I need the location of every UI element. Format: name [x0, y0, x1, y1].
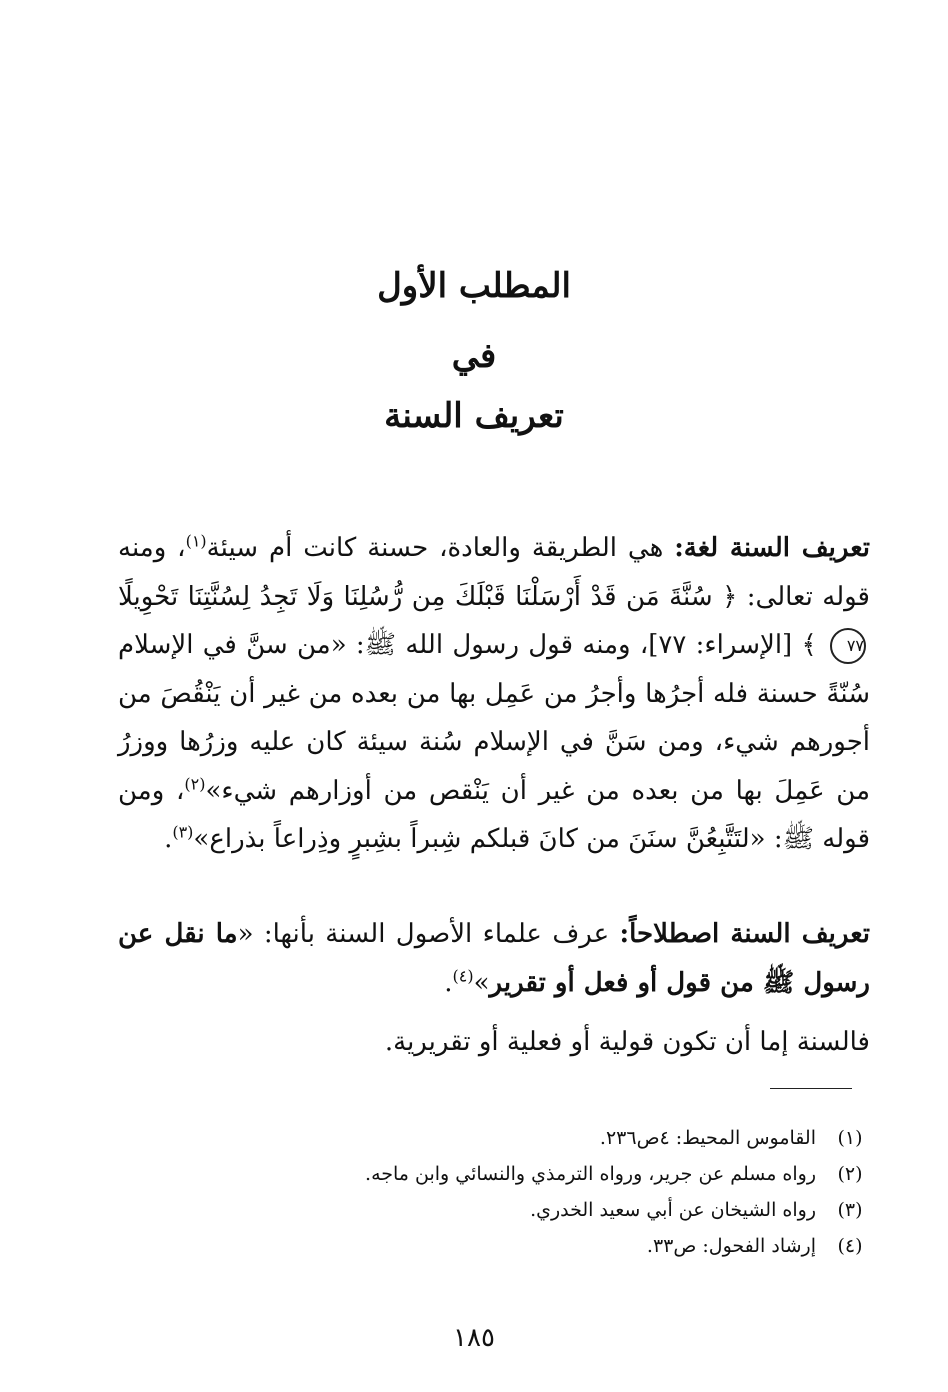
- definition-quote: ما نقل عن رسول ﷺ من قول أو فعل أو تقرير: [118, 919, 870, 998]
- paragraph-linguistic-definition: [118, 524, 870, 864]
- footnote-ref-3: (٣): [172, 822, 194, 842]
- footnote-item: [118, 1192, 870, 1228]
- term-linguistic: تعريف السنة لغة:: [674, 533, 870, 563]
- paragraph2-text3: .: [444, 967, 453, 998]
- footnote-number: (٤): [837, 1235, 863, 1257]
- footnote-item: [118, 1156, 870, 1192]
- footnote-text: رواه الشيخان عن أبي سعيد الخدري.: [530, 1199, 816, 1221]
- term-technical: تعريف السنة اصطلاحاً:: [619, 919, 870, 949]
- footnote-ref-2: (٢): [184, 773, 206, 793]
- chapter-heading-line1: المطلب الأول: [377, 266, 571, 306]
- page-number: ١٨٥: [453, 1323, 495, 1353]
- paragraph2-text2: »: [473, 967, 490, 998]
- paragraph1-text1: هي الطريقة والعادة، حسنة كانت أم سيئة: [206, 533, 675, 563]
- paragraph1-text4: ، ومن قوله ﷺ: «لتَتَّبِعُنَّ سنَنَ من كانَ قبلكم شِبراً بشِبرٍ وذِراعاً بذراع»: [118, 775, 870, 854]
- footnote-number: (٣): [837, 1199, 863, 1221]
- footnote-ref-1: (١): [185, 531, 207, 551]
- footnote-text: القاموس المحيط: ٤ص٢٣٦.: [599, 1127, 816, 1149]
- footnote-number: (٢): [837, 1163, 863, 1185]
- paragraph1-text3: [الإسراء: ٧٧]، ومنه قول رسول الله ﷺ: «من سنَّ في الإسلام سُنّةً حسنة فله أجرُها وأجرُ من عَمِل بها من بعده من غير أن يَنْقُصَ من أجورهم شيء، ومن سَنَّ في الإسلام سُنة سيئة كان عليه وزرُها ووزرُ من عَمِلَ بها من بعده من غير أن يَنْقص من أوزارهم شيء»: [118, 630, 871, 806]
- footnote-separator: [770, 1088, 852, 1089]
- footnote-ref-4: (٤): [452, 965, 474, 985]
- footnote-item: [118, 1228, 870, 1264]
- quran-verse: ﴿ سُنَّةَ مَن قَدْ أَرْسَلْنَا قَبْلَكَ مِن رُّسُلِنَا وَلَا تَجِدُ لِسُنَّتِنَا تَحْوِيلًا: [118, 581, 738, 612]
- quran-close-bracket: ﴾: [801, 630, 826, 660]
- chapter-heading-line2: في: [451, 336, 497, 376]
- footnote-text: إرشاد الفحول: ص٣٣.: [646, 1235, 816, 1257]
- footnote-text: رواه مسلم عن جرير، ورواه الترمذي والنسائي وابن ماجه.: [365, 1163, 816, 1185]
- footnote-item: [118, 1120, 870, 1156]
- ayah-number-marker: ٧٧: [830, 628, 866, 664]
- paragraph2-text1: عرف علماء الأصول السنة بأنها: «: [237, 919, 620, 949]
- footnotes-list: [118, 1120, 870, 1264]
- paragraph-sunnah-types: فالسنة إما أن تكون قولية أو فعلية أو تقريرية.: [384, 1027, 870, 1057]
- paragraph-technical-definition: [118, 910, 870, 1007]
- paragraph1-text5: .: [164, 824, 173, 854]
- paragraph1-text2: ، ومنه قوله تعالى:: [118, 533, 870, 612]
- footnote-number: (١): [837, 1127, 863, 1149]
- chapter-heading-line3: تعريف السنة: [384, 396, 564, 436]
